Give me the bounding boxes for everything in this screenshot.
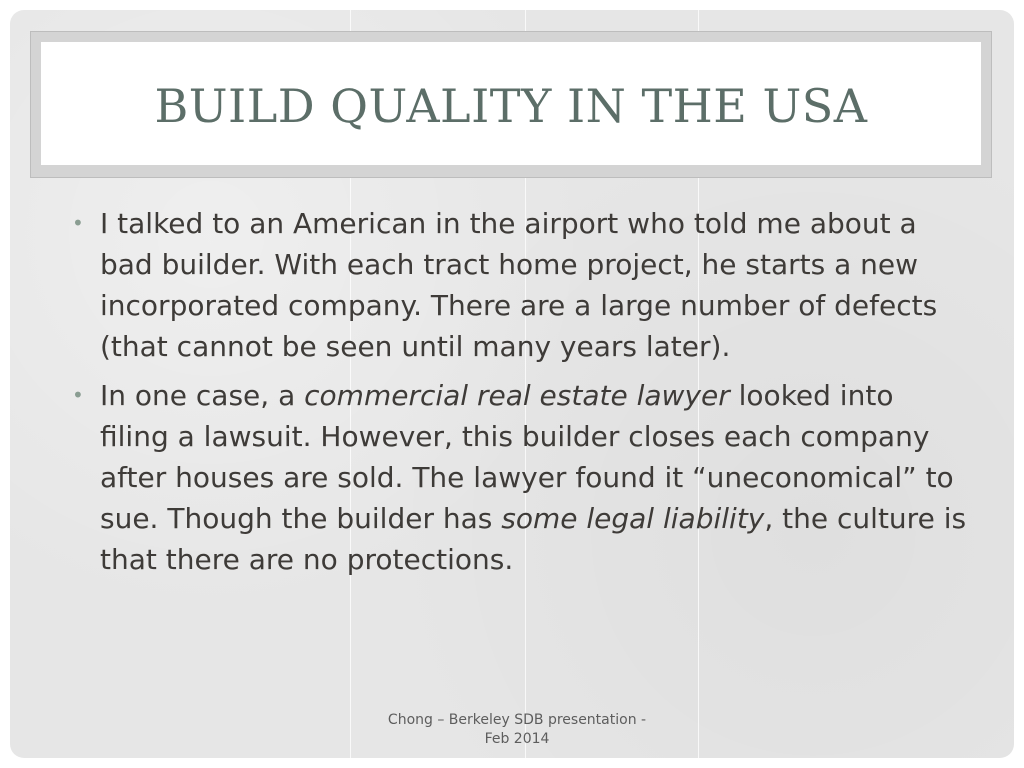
bullet-text-emphasis: commercial real estate lawyer bbox=[304, 379, 730, 412]
slide-footer bbox=[357, 711, 677, 749]
footer-line: Chong – Berkeley SDB presentation - bbox=[387, 712, 647, 728]
bullet-icon: • bbox=[72, 383, 84, 407]
bullet-item bbox=[72, 203, 968, 367]
bullet-text bbox=[100, 207, 937, 363]
bullet-item bbox=[72, 375, 968, 580]
slide bbox=[10, 10, 1014, 758]
bullet-text bbox=[100, 379, 966, 576]
bullet-text-segment: looked into filing a lawsuit. However, this builder closes each company after houses are sold. The lawyer found it “uneconomical” to sue. Though the builder has bbox=[100, 379, 954, 535]
bullet-text-emphasis: some legal liability bbox=[501, 502, 765, 535]
bullet-text-segment: In one case, a bbox=[100, 379, 305, 412]
title-box bbox=[41, 42, 981, 165]
bullet-icon: • bbox=[72, 211, 84, 235]
footer-line: Feb 2014 bbox=[484, 731, 550, 747]
bullet-list bbox=[72, 203, 968, 588]
bullet-text-segment: I talked to an American in the airport who told me about a bad builder. With each tract home project, he starts a new incorporated company. There are a large number of defects (that cannot be seen until many years later). bbox=[100, 207, 938, 363]
slide-title: BUILD QUALITY IN THE USA bbox=[154, 78, 868, 133]
title-frame bbox=[30, 31, 992, 178]
bullet-text-segment: , the culture is that there are no protections. bbox=[100, 502, 967, 576]
